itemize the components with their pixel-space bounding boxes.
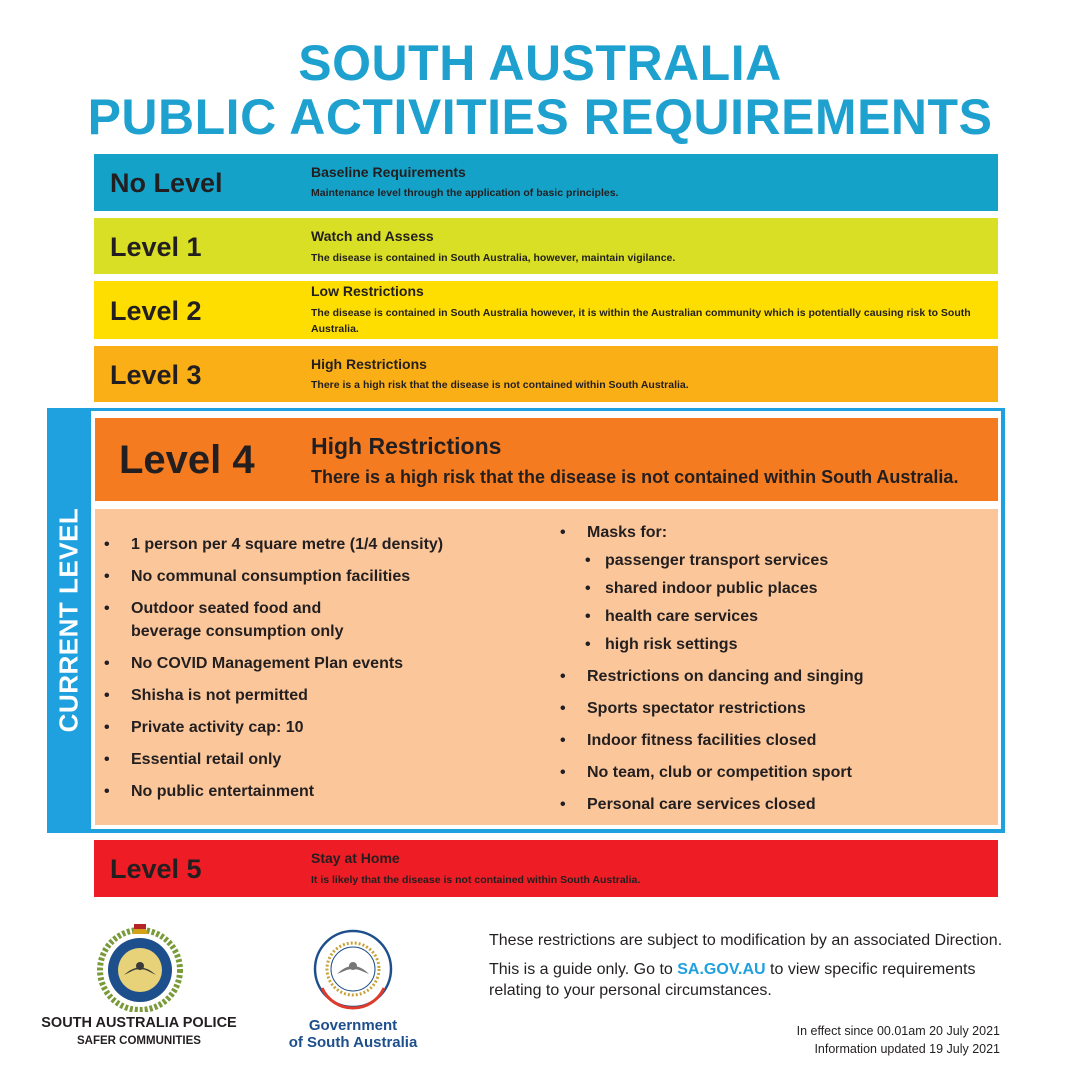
level-description: The disease is contained in South Australia however, it is within the Australian community which is potentially causing risk to South Australia.: [311, 307, 971, 335]
bullet-icon: •: [104, 655, 110, 672]
list-item: • Shisha is not permitted: [95, 684, 535, 707]
level-name: No Level: [110, 168, 223, 198]
bullet-icon: •: [560, 796, 566, 813]
list-item: • 1 person per 4 square metre (1/4 density): [95, 533, 535, 556]
list-item: • No team, club or competition sport: [551, 761, 991, 784]
requirements-right-list: [551, 521, 991, 825]
level-row-1: [94, 218, 998, 274]
list-item: • Personal care services closed: [551, 793, 991, 816]
page-title-line1: SOUTH AUSTRALIA: [298, 35, 782, 91]
level-heading: High Restrictions: [311, 433, 502, 459]
level-4-requirements: [95, 509, 998, 825]
level-name: Level 5: [110, 854, 202, 884]
bullet-icon: •: [104, 719, 110, 736]
list-item: • Sports spectator restrictions: [551, 697, 991, 720]
level-description: Maintenance level through the application of basic principles.: [311, 187, 619, 199]
bullet-icon: •: [560, 700, 566, 717]
level-row-none: [94, 154, 998, 211]
list-item: • Indoor fitness facilities closed: [551, 729, 991, 752]
bullet-icon: •: [585, 608, 591, 625]
notice-guide: This is a guide only. Go to SA.GOV.AU to view specific requirements relating to your personal circumstances.: [489, 961, 976, 999]
list-item: • Essential retail only: [95, 748, 535, 771]
level-name: Level 3: [110, 360, 202, 390]
updated-date: Information updated 19 July 2021: [814, 1042, 1000, 1056]
bullet-icon: •: [585, 636, 591, 653]
level-name: Level 1: [110, 232, 202, 262]
list-item: • Outdoor seated food and beverage consumption only: [95, 597, 535, 643]
bullet-icon: •: [585, 580, 591, 597]
government-seal-icon: [312, 928, 394, 1010]
level-row-3: [94, 346, 998, 402]
requirements-left-list: [95, 533, 535, 812]
government-name-line1: Government: [308, 1017, 398, 1034]
level-heading: Low Restrictions: [311, 283, 424, 299]
level-name: Level 4: [119, 438, 255, 482]
level-heading: Stay at Home: [311, 850, 400, 866]
level-row-5: [94, 840, 998, 897]
page-title-line2: PUBLIC ACTIVITIES REQUIREMENTS: [87, 89, 993, 145]
bullet-icon: •: [104, 783, 110, 800]
effect-date: In effect since 00.01am 20 July 2021: [796, 1024, 1000, 1038]
level-heading: High Restrictions: [311, 356, 427, 372]
level-description: There is a high risk that the disease is not contained within South Australia.: [311, 379, 689, 391]
level-description: It is likely that the disease is not contained within South Australia.: [311, 874, 641, 886]
list-item-masks: • Masks for:: [551, 521, 991, 544]
list-item: • No communal consumption facilities: [95, 565, 535, 588]
police-name: SOUTH AUSTRALIA POLICE: [41, 1015, 237, 1031]
bullet-icon: •: [104, 536, 110, 553]
bullet-icon: •: [560, 524, 566, 541]
dates-block: [797, 1022, 1000, 1058]
police-tagline: SAFER COMMUNITIES: [77, 1035, 201, 1047]
list-item: • No COVID Management Plan events: [95, 652, 535, 675]
bullet-icon: •: [560, 732, 566, 749]
bullet-icon: •: [104, 600, 110, 617]
police-badge-icon: [94, 920, 186, 1012]
bullet-icon: •: [560, 668, 566, 685]
sub-list-item: • shared indoor public places: [551, 577, 991, 600]
level-name: Level 2: [110, 296, 202, 326]
list-item: • No public entertainment: [95, 780, 535, 803]
level-heading: Watch and Assess: [311, 228, 434, 244]
level-row-2: [94, 281, 998, 339]
bullet-icon: •: [104, 568, 110, 585]
level-heading: Baseline Requirements: [311, 164, 466, 180]
sub-list-item: • high risk settings: [551, 633, 991, 656]
level-row-4-header: [95, 418, 998, 501]
notice-modification: These restrictions are subject to modification by an associated Direction.: [489, 932, 1003, 949]
bullet-icon: •: [560, 764, 566, 781]
current-level-label: CURRENT LEVEL: [53, 507, 84, 733]
bullet-icon: •: [104, 751, 110, 768]
level-description: There is a high risk that the disease is not contained within South Australia.: [311, 467, 959, 487]
government-name-line2: of South Australia: [288, 1034, 418, 1051]
bullet-icon: •: [585, 552, 591, 569]
list-item: • Private activity cap: 10: [95, 716, 535, 739]
sa-gov-link[interactable]: SA.GOV.AU: [677, 961, 766, 978]
level-description: The disease is contained in South Australia, however, maintain vigilance.: [311, 252, 676, 264]
bullet-icon: •: [104, 687, 110, 704]
list-item: • Restrictions on dancing and singing: [551, 665, 991, 688]
sub-list-item: • passenger transport services: [551, 549, 991, 572]
sub-list-item: • health care services: [551, 605, 991, 628]
